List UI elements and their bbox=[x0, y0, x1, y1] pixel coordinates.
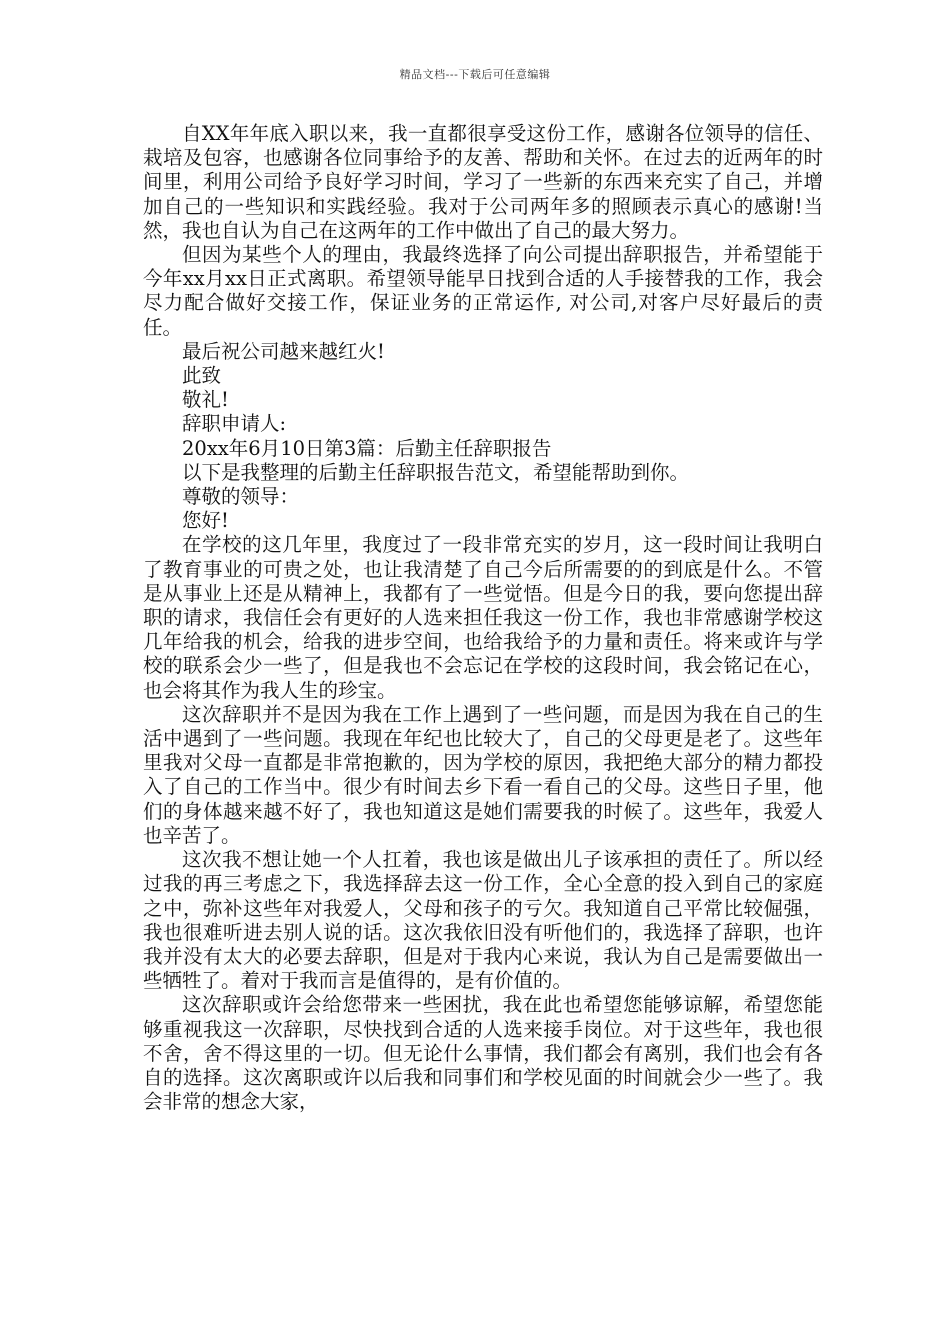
page-header: 精品文档---下载后可任意编辑 bbox=[399, 68, 551, 81]
date-and-section-title: 20xx年6月10日第3篇：后勤主任辞职报告 bbox=[182, 436, 552, 460]
applicant-signature: 辞职申请人: bbox=[182, 412, 287, 436]
paragraph-family-reason: 这次辞职并不是因为我在工作上遇到了一些问题，而是因为我在自己的生活中遇到了一些问题。我现在年纪也比较大了，自己的父母更是老了。这些年里我对父母一直都是非常抱歉的，因为学校的原因，我把绝大部分的精力都投入了自己的工作当中。很少有时间去乡下看一看自己的父母。这些日子里，他们的身体越来越不好了，我也知道这是她们需要我的时候了。这些年，我爱人也辛苦了。 bbox=[143, 702, 823, 847]
salutation-zhizhi: 此致 bbox=[182, 364, 222, 388]
paragraph-apology: 这次辞职或许会给您带来一些困扰，我在此也希望您能够谅解，希望您能够重视我这一次辞职，尽快找到合适的人选来接手岗位。对于这些年，我也很不舍，舍不得这里的一切。但无论什么事情，我们都会有离别，我们也会有各自的选择。这次离职或许以后我和同事们和学校见面的时间就会少一些了。我会非常的想念大家， bbox=[143, 993, 823, 1114]
salutation-jingli: 敬礼! bbox=[182, 388, 229, 412]
closing-wish: 最后祝公司越来越红火! bbox=[182, 339, 385, 363]
paragraph-responsibility: 这次我不想让她一个人扛着，我也该是做出儿子该承担的责任了。所以经过我的再三考虑之下，我选择辞去这一份工作，全心全意的投入到自己的家庭之中，弥补这些年对我爱人，父母和孩子的亏欠。我知道自己平常比较倔强，我也很难听进去别人说的话。这次我依旧没有听他们的，我选择了辞职，也许我并没有太大的必要去辞职，但是对于我内心来说，我认为自己是需要做出一些牺牲了。着对于我而言是值得的，是有价值的。 bbox=[143, 848, 823, 993]
letter-hello: 您好! bbox=[182, 509, 229, 533]
document-body bbox=[143, 122, 823, 1114]
paragraph-gratitude: 自XX年年底入职以来，我一直都很享受这份工作，感谢各位领导的信任、栽培及包容，也感谢各位同事给予的友善、帮助和关怀。在过去的近两年的时间里，利用公司给予良好学习时间，学习了一些新的东西来充实了自己，并增加自己的一些知识和实践经验。我对于公司两年多的照顾表示真心的感谢!当然，我也自认为自己在这两年的工作中做出了自己的最大努力。 bbox=[143, 122, 823, 242]
section-intro: 以下是我整理的后勤主任辞职报告范文，希望能帮助到你。 bbox=[182, 460, 690, 484]
letter-greeting: 尊敬的领导： bbox=[182, 485, 300, 509]
paragraph-resignation-reason: 但因为某些个人的理由，我最终选择了向公司提出辞职报告，并希望能于今年xx月xx日正式离职。希望领导能早日找到合适的人手接替我的工作，我会尽力配合做好交接工作，保证业务的正常运作, 对公司,对客户尽好最后的责任。 bbox=[143, 243, 823, 339]
paragraph-school-years: 在学校的这几年里，我度过了一段非常充实的岁月，这一段时间让我明白了教育事业的可贵之处，也让我清楚了自己今后所需要的的到底是什么。不管是从事业上还是从精神上，我都有了一些觉悟。但是今日的我，要向您提出辞职的请求，我信任会有更好的人选来担任我这一份工作，我也非常感谢学校这几年给我的机会，给我的进步空间，也给我给予的力量和责任。将来或许与学校的联系会少一些了，但是我也不会忘记在学校的这段时间，我会铭记在心，也会将其作为我人生的珍宝。 bbox=[143, 533, 823, 702]
